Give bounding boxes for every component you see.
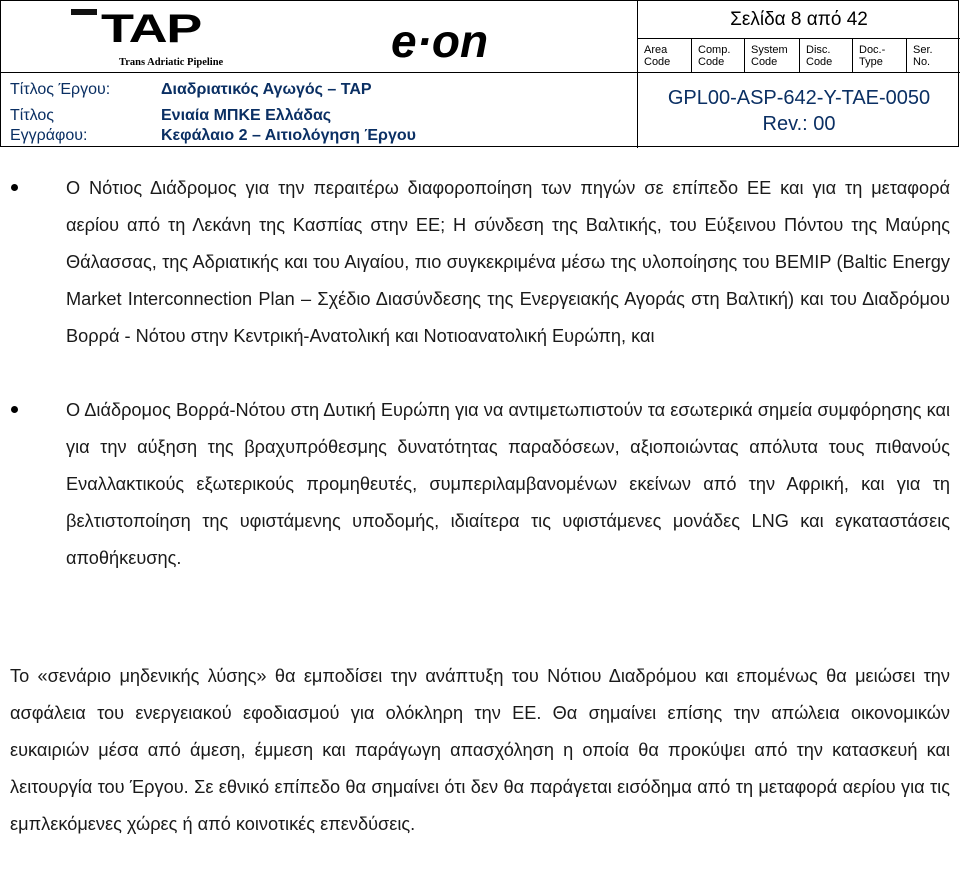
doc-title-value-1: Ενιαία ΜΠΚΕ Ελλάδας xyxy=(161,107,332,124)
tap-logo-subtitle: Trans Adriatic Pipeline xyxy=(119,57,224,68)
eon-logo-text: e·on xyxy=(391,15,489,65)
code-col-line1: Doc.- xyxy=(859,44,886,56)
code-col-line1: System xyxy=(751,44,788,56)
bullet-icon xyxy=(11,406,18,413)
code-col-system xyxy=(744,39,799,73)
code-col-line1: Area xyxy=(644,44,668,56)
eon-logo xyxy=(389,15,569,65)
body-paragraph: Το «σενάριο μηδενικής λύσης» θα εμποδίσει την ανάπτυξη του Νότιου Διαδρόμου και επομένως θα μειώσει την ασφάλεια του ενεργειακού εφοδιασμού για ολόκληρη την ΕΕ. Θα σημαίνει επίσης την απώλεια οικονομικών ευκαιριών μέσα από άμεση, έμμεση και παράγωγη απασχόληση η οποία θα προκύψει από την κατασκευή και λειτουργία του Έργου. Σε εθνικό επίπεδο θα σημαίνει ότι δεν θα παράγεται εισόδημα από τη μεταφορά αερίου για τις εμπλεκόμενες χώρες ή από κοινοτικές επενδύσεις. xyxy=(10,666,950,834)
document-header xyxy=(0,0,959,147)
tap-logo-text: TAP xyxy=(101,7,201,51)
tap-logo xyxy=(71,7,261,69)
project-value: Διαδριατικός Αγωγός – TAP xyxy=(161,81,372,98)
doc-title-label-2: Εγγράφου: xyxy=(10,127,88,144)
document-number: GPL00-ASP-642-Y-TAE-0050 xyxy=(667,87,931,109)
bullet-item: Ο Νότιος Διάδρομος για την περαιτέρω διαφοροποίηση των πηγών σε επίπεδο ΕΕ και για τη μεταφορά αερίου από τη Λεκάνη της Κασπίας στην ΕΕ; Η σύνδεση της Βαλτικής, του Εύξεινου Πόντου της Μαύρης Θάλασσας, της Αδριατικής και του Αιγαίου, πιο συγκεκριμένα μέσω της υλοποίησης του BEMIP (Baltic Energy Market Interconnection Plan – Σχέδιο Διασύνδεσης της Ενεργειακής Αγοράς στη Βαλτική) και του Διαδρόμου Βορρά - Νότου στην Κεντρική-Ανατολική και Νοτιοανατολική Ευρώπη, και xyxy=(66,178,951,346)
code-columns xyxy=(638,39,960,73)
doc-title-label-1: Τίτλος xyxy=(10,107,55,124)
tap-logo-bar xyxy=(71,9,97,15)
code-col-area xyxy=(638,39,691,73)
code-col-line1: Comp. xyxy=(698,44,731,56)
bullet-item: Ο Διάδρομος Βορρά-Νότου στη Δυτική Ευρώπη για να αντιμετωπιστούν τα εσωτερικά σημεία συμφόρησης και για την αύξηση της βραχυπρόθεσμης δυνατότητας παραδόσεων, αξιοποιώντας απόλυτα τους πιθανούς Εναλλακτικούς εξωτερικούς προμηθευτές, συμπεριλαμβανομένων εκείνων από την Αφρική, και για τη βελτιστοποίηση της υφιστάμενης υποδομής, ιδιαίτερα τις υφιστάμενες μονάδες LNG και εγκαταστάσεις αποθήκευσης. xyxy=(66,400,950,568)
code-col-line2: Code xyxy=(644,56,671,68)
document-number-block xyxy=(638,73,960,148)
code-col-serno xyxy=(906,39,958,73)
code-col-line2: Code xyxy=(751,56,778,68)
code-col-doctype xyxy=(852,39,906,73)
code-col-line2: Code xyxy=(698,56,725,68)
page-number: Σελίδα 8 από 42 xyxy=(638,1,960,39)
code-col-line2: Code xyxy=(806,56,833,68)
code-col-comp xyxy=(691,39,744,73)
code-col-line1: Ser. xyxy=(913,44,933,56)
doc-title-value-2: Κεφάλαιο 2 – Αιτιολόγηση Έργου xyxy=(161,127,416,144)
logo-area xyxy=(1,1,638,73)
revision: Rev.: 00 xyxy=(762,113,836,135)
code-col-line1: Disc. xyxy=(806,44,831,56)
code-col-line2: No. xyxy=(913,56,931,68)
bullet-icon xyxy=(11,184,18,191)
project-label: Τίτλος Έργου: xyxy=(10,81,111,98)
code-col-line2: Type xyxy=(859,56,883,68)
code-col-disc xyxy=(799,39,852,73)
title-block xyxy=(1,73,638,148)
